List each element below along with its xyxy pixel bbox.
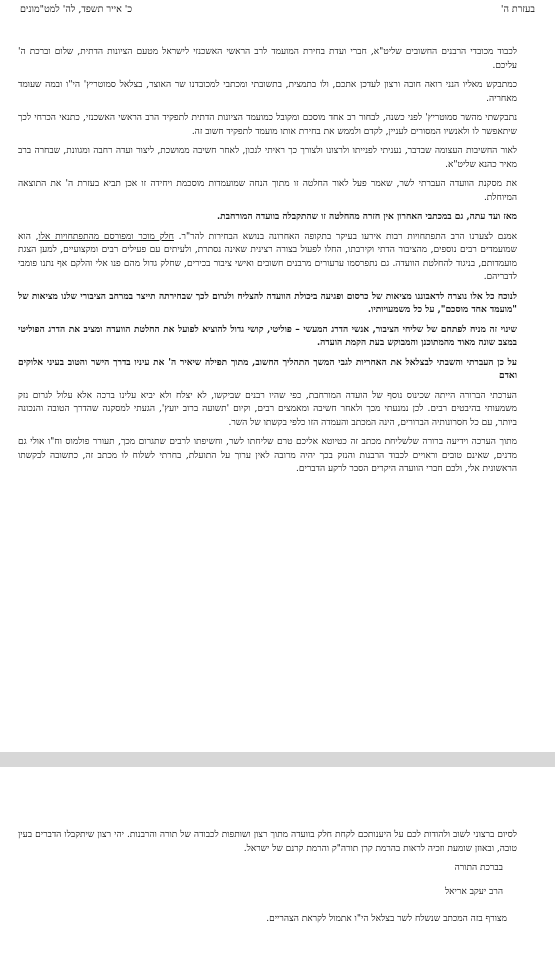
letter-paragraph: אמנם לצערנו הרב התפתחויות רבות אירעו בעיקר בתקופה האחרונה בנושא הבחירות להר"ר. חלק מוכר ומפורסם מהתפתחויות אלו, הוא שמועמדים רבים נוספים, מהציבור הדתי וקירבתו, החלו לפעול בצורה רצינית שאינה נסתרת, ולעיתים עם פעילים רבים ומקצועיים, למען הצגת מועמדותם, בניגוד להחלטת הוועדה. גם נתפרסמו ערעורים מרבנים חשובים ואישי ציבור בכירים, שחלק גדול מהם פנו אלי והלקם אף נתנו פומבי לדבריהם. — [18, 231, 517, 282]
header-date: כ' אייר תשפד, לה' למט"מונים — [20, 4, 133, 15]
letter-paragraph: על כן העברתי והשבתי לבצלאל את האחריות לגבי המשך התהליך החשוב, מתוך תפילה שיאיר ה' את עיניו בדרך הישר והטוב בעיני אלוקים ואדם — [18, 357, 517, 381]
letter-paragraph: לכבוד מכובדי הרבנים החשובים שליט"א, חברי ועדת בחירת המועמד לרב הראשי האשכנזי לישראל מטעם הציונות הדתית, שלום וברכת ה' עליכם. — [18, 47, 517, 71]
header-right: בעזרת ה' — [500, 4, 535, 15]
letter-body — [18, 46, 517, 483]
closing-paragraph: לסיום ברצוני לשוב ולהודות לכם על היענותכם לקחת חלק בוועדה מתוך רצון ושותפות לכבודה של תורה והרבנות. יהי רצון שיתקבלו הדברים בעין טובה, ובאוזן שומעת וזכיה לראות בהרמת קרן תורה"ק והרמת קרנם של ישראל. — [18, 830, 517, 854]
letter-paragraph: נתבקשתי מהשר סמוטריץ' לפני כשנה, לבחור רב אחד מוסכם ומקובל כמועמד הציונות הדתית לתפקיד הרב הראשי האשכנזי, כתנאי הכרחי לכך שיתאפשר לו ולאנשיו המסורים לעניין, לקדם ולממש את בחירת אותו מועמד לתפקיד חשוב זה. — [18, 113, 517, 137]
letter-paragraph: שינוי זה מניח לפתחם של שליחי הציבור, אנשי הדרג המעשי – פוליטי, קושי גדול להוציא לפועל את החלטת הוועדה ומציב את הדרג הפוליטי במצב שונה מאוד מהמתוכנן והמבוקש בעת הקמת הועדה. — [18, 324, 517, 348]
attachment-note: מצורף בזה המכתב שנשלח לשר בצלאל הי"ו אתמול לקראת הצהריים. — [266, 914, 507, 924]
letter-paragraph: לנוכח כל אלו נוצרה לדאבוננו מציאות של כרסום ופגיעה ביכולת הוועדה להצליח ולגרום לכך שבחירתה תייצר במרחב הציבורי שלנו מציאות של "מועמד אחד מוסכם", על כל משמעויותיו. — [18, 291, 517, 315]
letter-closing-body — [18, 829, 517, 927]
letter-header — [20, 4, 535, 16]
letter-paragraph: את מסקנת הוועדה העברתי לשר, שאמר פעל לאור החלטה זו מתוך הנחה שמועמדות מוסכמת ויחידה זו אכן תביא בעזרת ה' את התוצאה המיוחלת. — [18, 179, 517, 203]
letter-paragraph: מתוך הערכה וידיעה ברורה שלשליחת מכתב זה כטיוטא אליכם טרם שליחתו לשר, וחשיפתו לרבים שתגרום מכך, תעורר פולמוס וח"ו אולי גם מדנים, שאינם טובים וראויים לכבוד הרבנות והנזק בכך יהיה מרובה לאין ערוך על התועלת, בחרתי לשלוח לו מכתב זה, כתשובה לבקשתו הראשונית אלי, ולכם חברי הוועדה היקרים הסבר לרקע הדברים. — [18, 437, 517, 474]
letter-paragraph: לאור החשיבות העצומה שבדבר, נעניתי לפנייתו ולרצונו ולצורך כך ראיתי לנכון, לאחר חשיבה ממושכת, ליצור ועדה רחבה ומגוונת, שבחרה ברב מאיר כהנא שליט"א. — [18, 146, 517, 170]
signature-line: הרב יעקב אריאל — [444, 886, 503, 897]
page-separator — [0, 752, 555, 767]
letter-paragraph: הערכתי הברורה הייתה שכינוס נוסף של הועדה המורחבת, כפי שהיו רבנים שביקשו, לא יצלח ולא יביא עלינו ברכה אלא עלול לגרום נזק משמעותי בהיבטים רבים. לכן נמנעתי מכך ולאחר חשיבה ומאמצים רבים, וקיום 'תשועה ברוב יועץ', הגעתי למסקנה שהדרך הטובה והנכונה ביותר, עם כל חסרונותיה הברורים, הינה המכתב והעמדה הזו כלפי בקשתו של השר. — [18, 390, 517, 428]
letter-page-2 — [0, 767, 555, 960]
letter-paragraph: כמתבקש מאליו הנני רואה חובה ורצון לעדכן אתכם, ולו בתמצית, בתשובתי ומכתבי למכובדנו שר האוצר, בצלאל סמוטריץ' הי"ו ובמה שעומד מאחריה. — [18, 80, 517, 104]
underlined-phrase: חלק מוכר ומפורסם מהתפתחויות אלו — [38, 231, 174, 242]
letter-paragraph: מאז ועד עתה, גם במכתבי האחרון אין חזרה מהחלטה זו שהתקבלה בוועדה המורחבת. — [217, 212, 517, 222]
blessing-line: בברכת התורה — [454, 863, 503, 873]
